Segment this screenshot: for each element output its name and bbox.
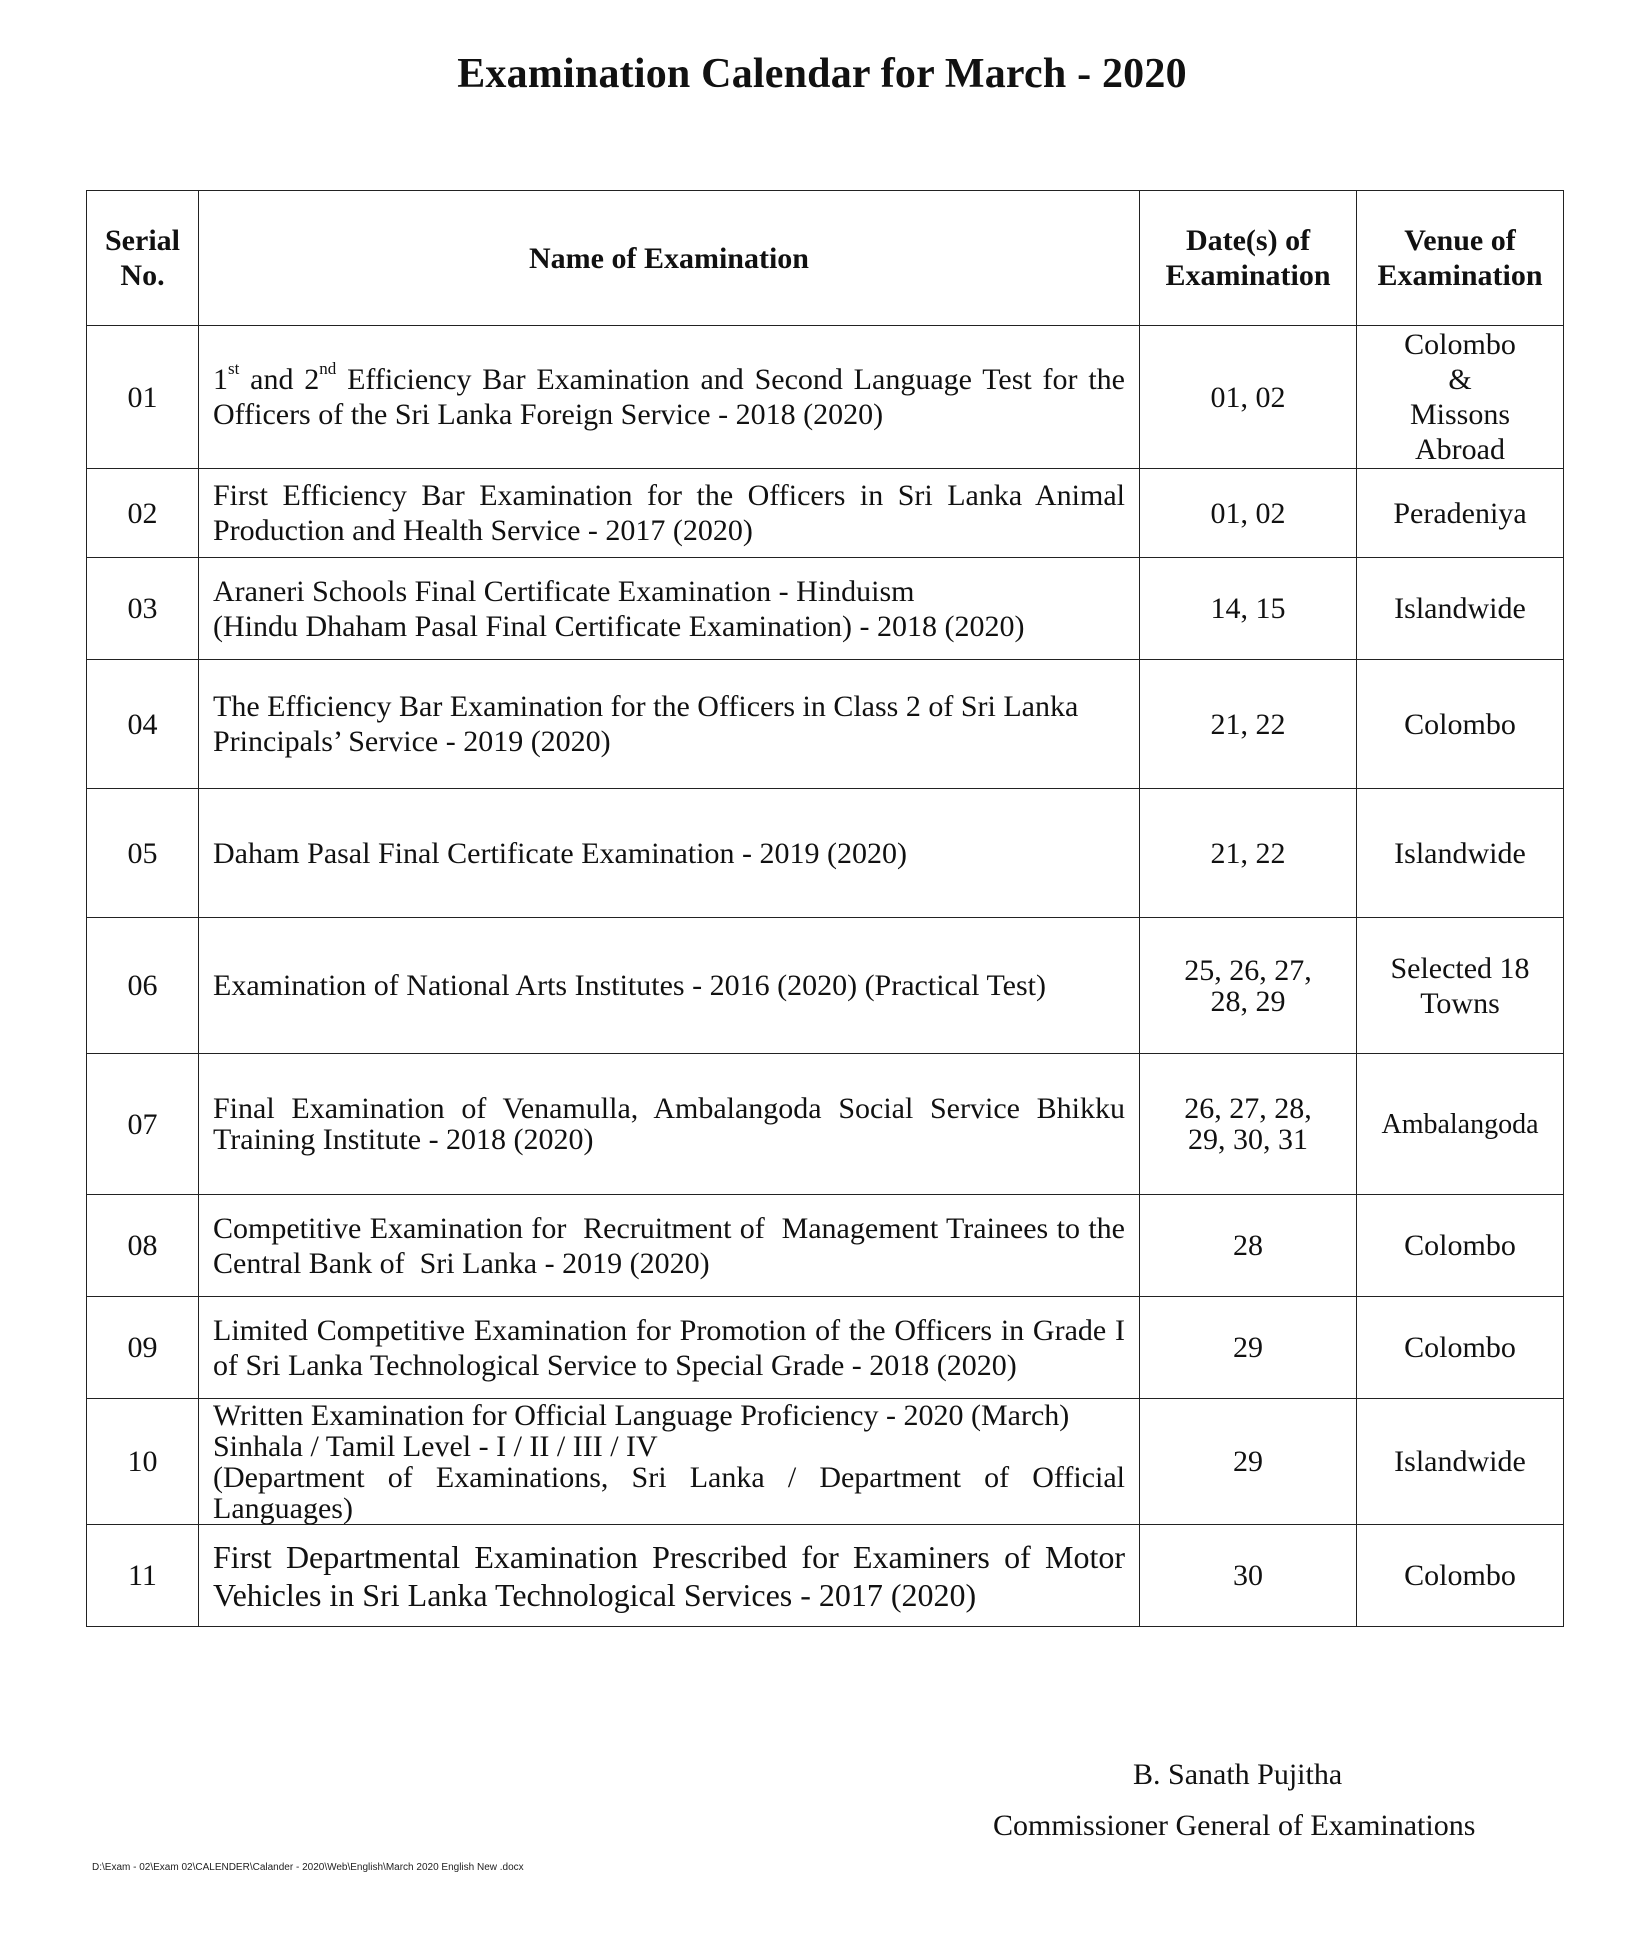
table-row xyxy=(87,558,1564,660)
serial-cell: 02 xyxy=(87,469,199,558)
exam-name-cell: First Departmental Examination Prescribed for Examiners of Motor Vehicles in Sri Lanka Technological Services - 2017 (2020) xyxy=(199,1525,1140,1627)
exam-date-cell: 29 xyxy=(1140,1399,1357,1525)
examination-calendar-table xyxy=(86,190,1564,1627)
exam-date-cell: 30 xyxy=(1140,1525,1357,1627)
table-header-row xyxy=(87,191,1564,326)
serial-cell: 07 xyxy=(87,1054,199,1195)
signatory-title: Commissioner General of Examinations xyxy=(993,1809,1476,1842)
exam-venue-cell: Selected 18 Towns xyxy=(1357,918,1564,1054)
exam-venue-cell: Islandwide xyxy=(1357,789,1564,918)
header-name-of-examination: Name of Examination xyxy=(199,191,1140,326)
table-row xyxy=(87,1297,1564,1399)
exam-name-cell: Written Examination for Official Language Proficiency - 2020 (March) Sinhala / Tamil Level - I / II / III / IV (Department of Examinations, Sri Lanka / Department of Official Languages) xyxy=(199,1399,1140,1525)
exam-name-cell: Daham Pasal Final Certificate Examination - 2019 (2020) xyxy=(199,789,1140,918)
exam-venue-cell: Islandwide xyxy=(1357,1399,1564,1525)
serial-cell: 01 xyxy=(87,326,199,469)
exam-name-cell: The Efficiency Bar Examination for the Officers in Class 2 of Sri Lanka Principals’ Service - 2019 (2020) xyxy=(199,660,1140,789)
header-dates-of-examination: Date(s) of Examination xyxy=(1140,191,1357,326)
exam-venue-cell: Ambalangoda xyxy=(1357,1054,1564,1195)
exam-name-cell: Araneri Schools Final Certificate Examination - Hinduism (Hindu Dhaham Pasal Final Certificate Examination) - 2018 (2020) xyxy=(199,558,1140,660)
serial-cell: 08 xyxy=(87,1195,199,1297)
serial-cell: 11 xyxy=(87,1525,199,1627)
table-row xyxy=(87,918,1564,1054)
exam-venue-cell: Colombo xyxy=(1357,1195,1564,1297)
serial-cell: 03 xyxy=(87,558,199,660)
exam-date-cell: 28 xyxy=(1140,1195,1357,1297)
page-title: Examination Calendar for March - 2020 xyxy=(457,51,1187,97)
exam-venue-cell: Colombo xyxy=(1357,1525,1564,1627)
exam-date-cell: 26, 27, 28, 29, 30, 31 xyxy=(1140,1054,1357,1195)
exam-name-cell: Limited Competitive Examination for Promotion of the Officers in Grade I of Sri Lanka Technological Service to Special Grade - 2018 (2020) xyxy=(199,1297,1140,1399)
serial-cell: 10 xyxy=(87,1399,199,1525)
table-row xyxy=(87,1195,1564,1297)
table-row xyxy=(87,326,1564,469)
exam-venue-cell: Peradeniya xyxy=(1357,469,1564,558)
table-row xyxy=(87,1399,1564,1525)
exam-date-cell: 21, 22 xyxy=(1140,789,1357,918)
exam-date-cell: 01, 02 xyxy=(1140,469,1357,558)
table-row xyxy=(87,1525,1564,1627)
exam-name-cell: Examination of National Arts Institutes - 2016 (2020) (Practical Test) xyxy=(199,918,1140,1054)
serial-cell: 04 xyxy=(87,660,199,789)
exam-name-cell: Final Examination of Venamulla, Ambalangoda Social Service Bhikku Training Institute - 2018 (2020) xyxy=(199,1054,1140,1195)
exam-date-cell: 01, 02 xyxy=(1140,326,1357,469)
exam-venue-cell: Colombo xyxy=(1357,660,1564,789)
table-row xyxy=(87,789,1564,918)
serial-cell: 09 xyxy=(87,1297,199,1399)
header-venue-of-examination: Venue of Examination xyxy=(1357,191,1564,326)
serial-cell: 06 xyxy=(87,918,199,1054)
exam-date-cell: 25, 26, 27, 28, 29 xyxy=(1140,918,1357,1054)
exam-venue-cell: Colombo xyxy=(1357,1297,1564,1399)
signatory-name: B. Sanath Pujitha xyxy=(1133,1758,1343,1791)
exam-name-cell: 1st and 2nd Efficiency Bar Examination and Second Language Test for the Officers of the Sri Lanka Foreign Service - 2018 (2020) xyxy=(199,326,1140,469)
table-row xyxy=(87,1054,1564,1195)
exam-date-cell: 29 xyxy=(1140,1297,1357,1399)
footer-file-path: D:\Exam - 02\Exam 02\CALENDER\Calander - 2020\Web\English\March 2020 English New .docx xyxy=(92,1862,524,1873)
header-serial-no: Serial No. xyxy=(87,191,199,326)
exam-name-cell: First Efficiency Bar Examination for the Officers in Sri Lanka Animal Production and Health Service - 2017 (2020) xyxy=(199,469,1140,558)
exam-venue-cell: Colombo & Missons Abroad xyxy=(1357,326,1564,469)
exam-venue-cell: Islandwide xyxy=(1357,558,1564,660)
exam-date-cell: 21, 22 xyxy=(1140,660,1357,789)
serial-cell: 05 xyxy=(87,789,199,918)
table-row xyxy=(87,469,1564,558)
exam-date-cell: 14, 15 xyxy=(1140,558,1357,660)
exam-name-cell: Competitive Examination for Recruitment of Management Trainees to the Central Bank of Sri Lanka - 2019 (2020) xyxy=(199,1195,1140,1297)
table-row xyxy=(87,660,1564,789)
